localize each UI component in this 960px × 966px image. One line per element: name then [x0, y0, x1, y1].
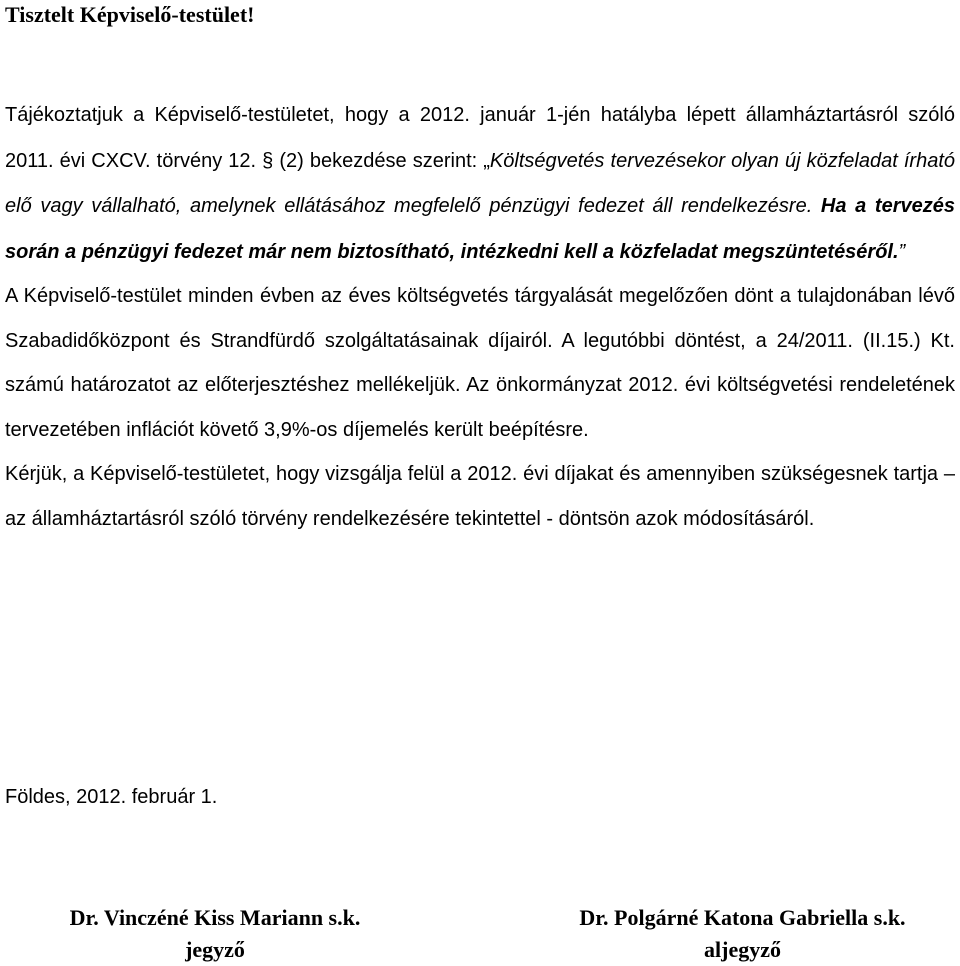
paragraph-lead-text: Tájékoztatjuk a Képviselő-testületet, hogy a 2012. január 1-jén hatályba lépett államháztartásról szóló 2011. évi CXCV. törvény 12. § (2) bekezdése szerint: „	[5, 104, 955, 172]
paragraph-law-reference	[5, 92, 955, 274]
signature-block-deputy-notary	[550, 902, 935, 966]
law-quote-bold: Ha a tervezés során a pénzügyi fedezet már nem biztosítható, intézkedni kell a közfeladat megszüntetéséről.	[5, 195, 955, 263]
salutation: Tisztelt Képviselő-testület!	[5, 2, 255, 27]
signature-name: Dr. Vinczéné Kiss Mariann s.k.	[69, 905, 361, 930]
document-body	[5, 92, 955, 541]
paragraph-fee-decision: A Képviselő-testület minden évben az éves költségvetés tárgyalását megelőzően dönt a tulajdonában lévő Szabadidőközpont és Strandfürdő szolgáltatásainak díjairól. A legutóbbi döntést, a 24/2011. (II.15.) Kt. számú határozatot az előterjesztéshez mellékeljük. Az önkormányzat 2012. évi költségvetési rendeletének tervezetében inflációt követő 3,9%-os díjemelés került beépítésre.	[5, 285, 955, 441]
paragraph-request: Kérjük, a Képviselő-testületet, hogy vizsgálja felül a 2012. évi díjakat és amennyiben szükségesnek tartja – az államháztartásról szóló törvény rendelkezésére tekintettel - döntsön azok módosításáról.	[5, 463, 955, 530]
place-and-date: Földes, 2012. február 1.	[5, 786, 218, 808]
law-quote-italic: Költségvetés tervezésekor olyan új közfeladat írható elő vagy vállalható, amelynek ellátásához megfelelő pénzügyi fedezet áll rendelkezésre.	[5, 149, 955, 217]
signature-block-notary	[40, 902, 390, 966]
signature-title: jegyző	[185, 937, 245, 962]
closing-quote-mark: ”	[898, 240, 906, 263]
signature-title: aljegyző	[704, 937, 781, 962]
signature-name: Dr. Polgárné Katona Gabriella s.k.	[579, 905, 906, 930]
